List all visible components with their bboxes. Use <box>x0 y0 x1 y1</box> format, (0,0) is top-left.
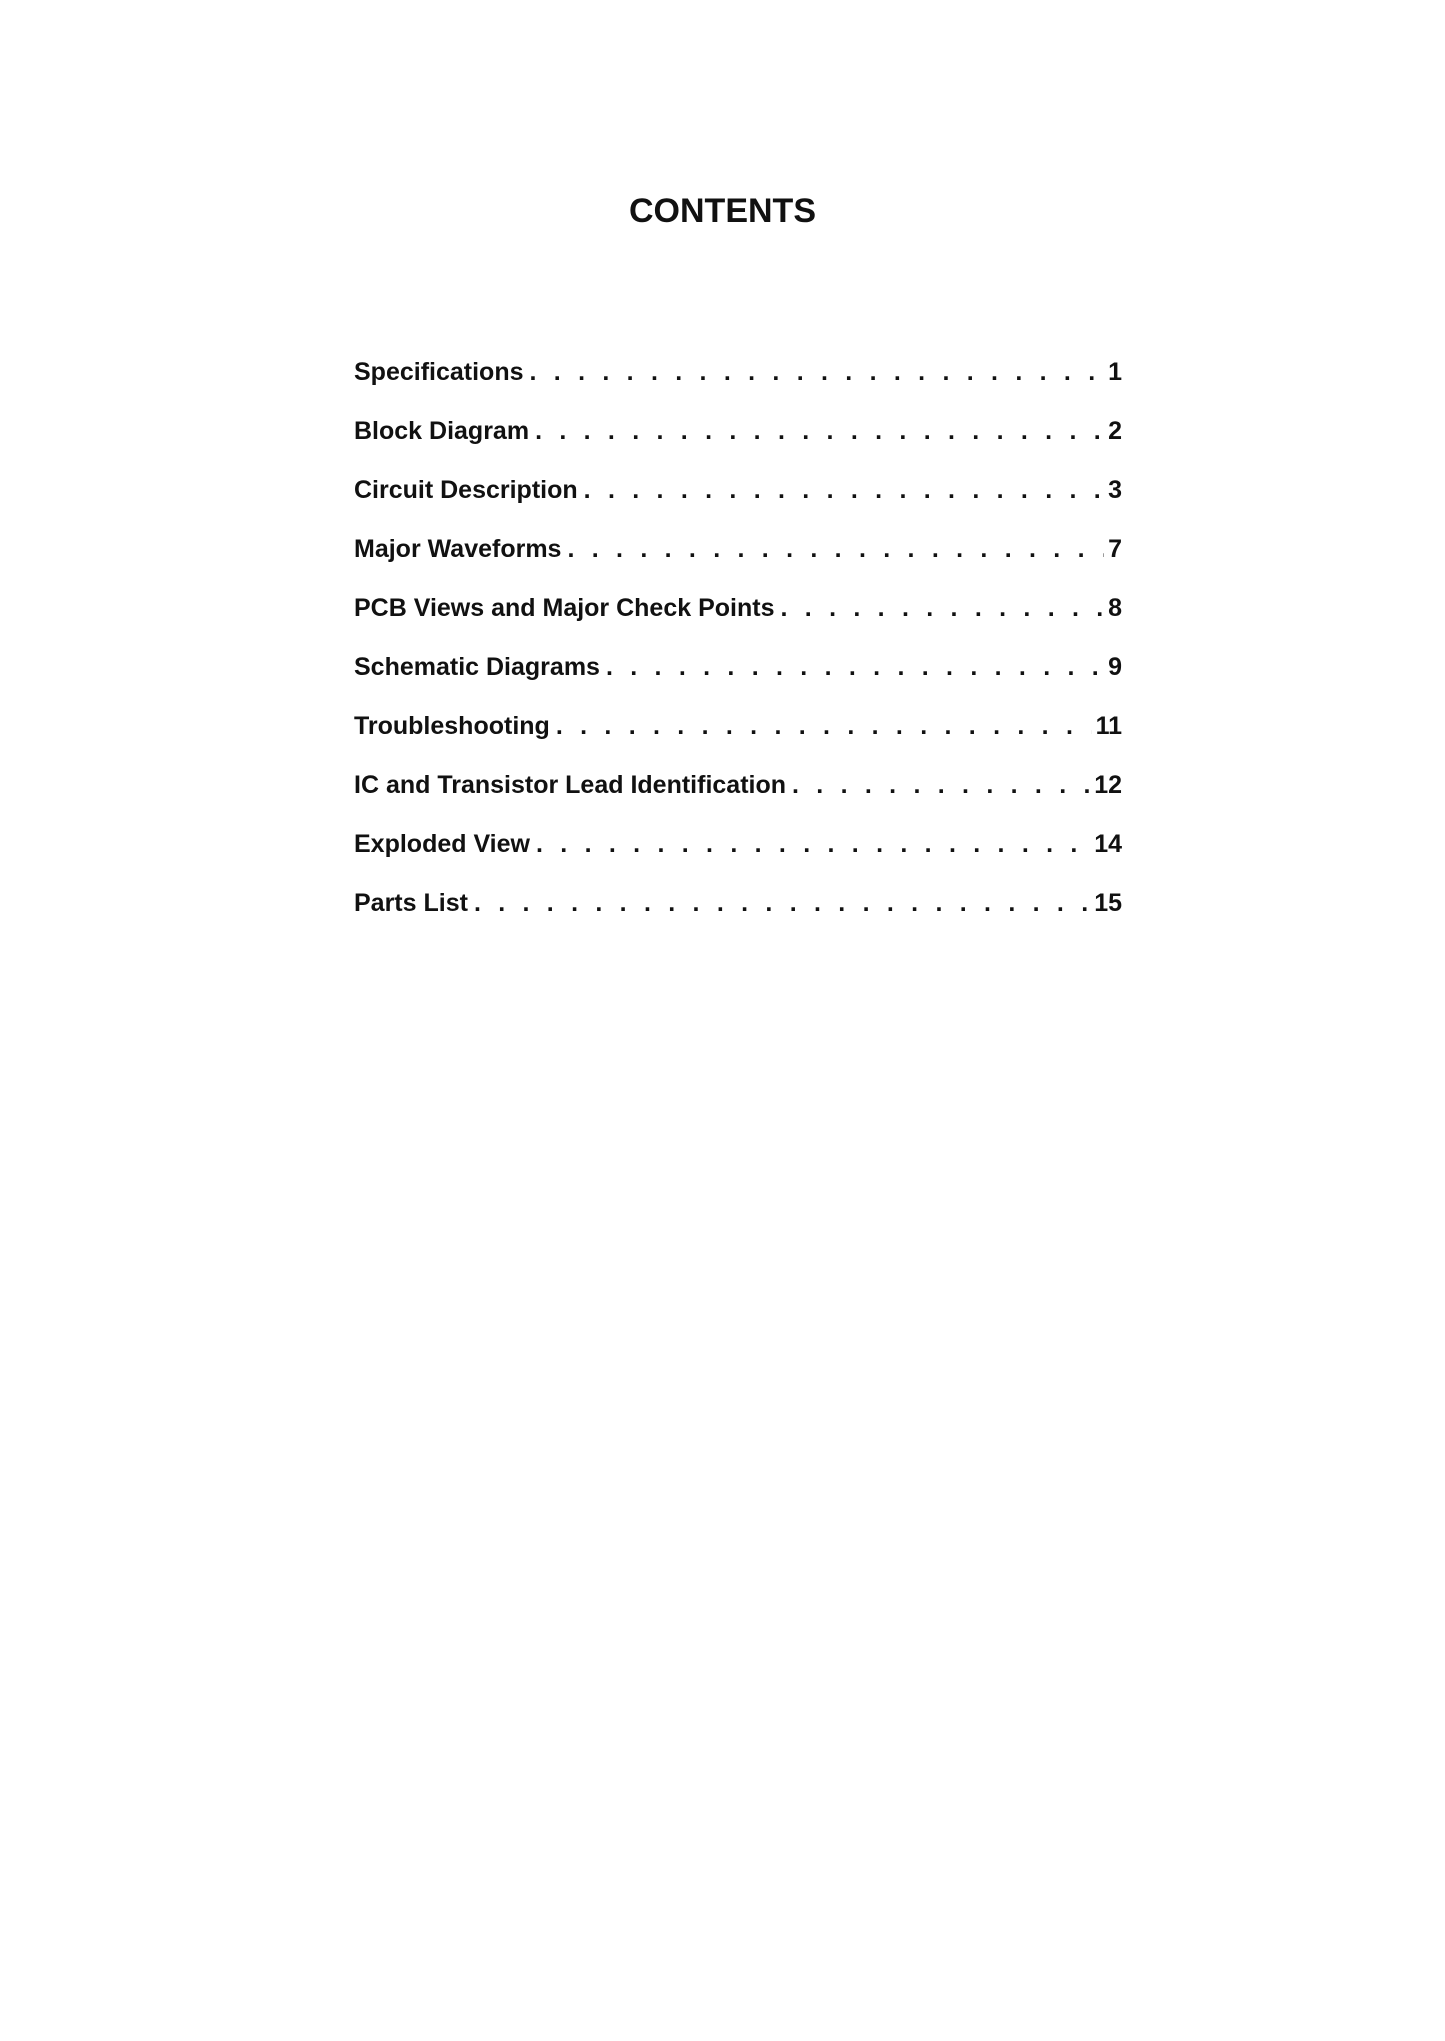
toc-entry-page-number: 15 <box>1094 889 1122 917</box>
toc-entry-label: IC and Transistor Lead Identification <box>354 771 787 799</box>
dot-leader <box>536 830 1090 859</box>
toc-entry-page-number: 9 <box>1108 653 1122 681</box>
toc-entry-page-number: 2 <box>1108 417 1122 445</box>
dot-leader <box>556 712 1092 741</box>
toc-entry-page-number: 12 <box>1094 771 1122 799</box>
toc-entry-specifications <box>354 358 1122 417</box>
dot-leader <box>530 358 1105 387</box>
toc-entry-label: Exploded View <box>354 830 530 858</box>
dot-leader <box>474 889 1090 918</box>
toc-entry-pcb-views <box>354 594 1122 653</box>
toc-entry-label: Parts List <box>354 889 468 917</box>
table-of-contents <box>354 358 1122 948</box>
toc-entry-page-number: 3 <box>1108 476 1122 504</box>
toc-entry-page-number: 7 <box>1108 535 1122 563</box>
toc-entry-label: Specifications <box>354 358 524 386</box>
dot-leader <box>780 594 1104 623</box>
dot-leader <box>606 653 1104 682</box>
toc-entry-label: Troubleshooting <box>354 712 550 740</box>
toc-entry-label: Schematic Diagrams <box>354 653 600 681</box>
toc-entry-lead-identification <box>354 771 1122 830</box>
toc-entry-circuit-description <box>354 476 1122 535</box>
toc-entry-parts-list <box>354 889 1122 948</box>
toc-entry-label: Major Waveforms <box>354 535 562 563</box>
toc-entry-exploded-view <box>354 830 1122 889</box>
toc-entry-label: Block Diagram <box>354 417 530 445</box>
toc-entry-schematic-diagrams <box>354 653 1122 712</box>
toc-entry-block-diagram <box>354 417 1122 476</box>
toc-entry-page-number: 14 <box>1094 830 1122 858</box>
page-title: CONTENTS <box>629 192 816 230</box>
dot-leader <box>584 476 1104 505</box>
toc-entry-page-number: 1 <box>1108 358 1122 386</box>
toc-entry-troubleshooting <box>354 712 1122 771</box>
toc-entry-page-number: 11 <box>1095 712 1122 740</box>
toc-entry-label: PCB Views and Major Check Points <box>354 594 775 622</box>
toc-entry-label: Circuit Description <box>354 476 578 504</box>
dot-leader <box>535 417 1104 446</box>
dot-leader <box>792 771 1090 800</box>
toc-entry-major-waveforms <box>354 535 1122 594</box>
toc-entry-page-number: 8 <box>1108 594 1122 622</box>
dot-leader <box>567 535 1104 564</box>
